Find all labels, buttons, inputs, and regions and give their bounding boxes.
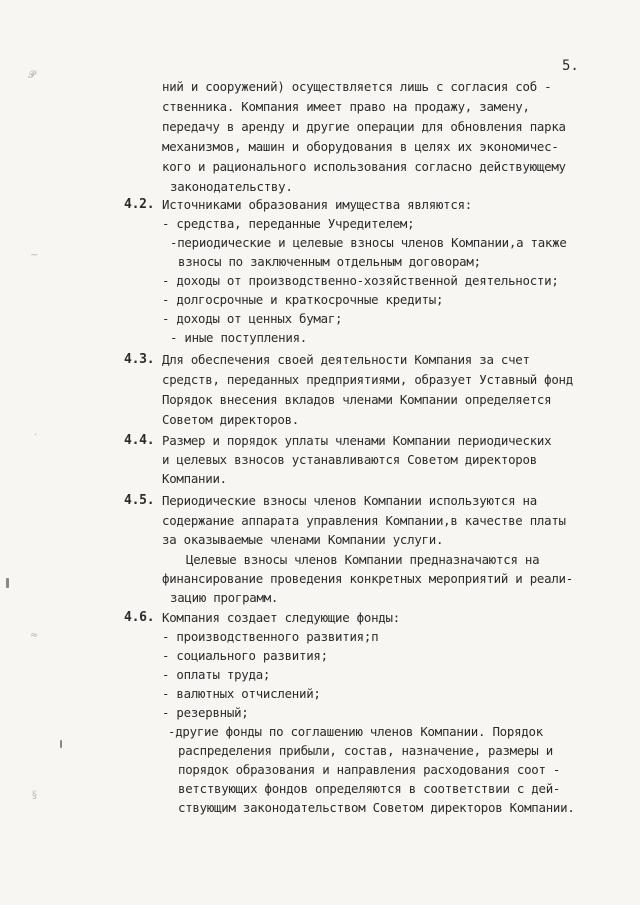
margin-mark: ·: [34, 430, 38, 441]
text-line: финансирование проведения конкретных мероприятий и реали-: [162, 571, 573, 586]
section-number: 4.5.: [124, 493, 155, 508]
text-line: -другие фонды по соглашению членов Компании. Порядок: [168, 724, 543, 739]
text-line: кого и рационального использования согласно действующему: [162, 159, 566, 174]
text-line: -периодические и целевые взносы членов Компании,а также: [170, 235, 567, 250]
text-line: механизмов, машин и оборудования в целях их экономичес-: [162, 139, 559, 154]
text-line: - доходы от производственно-хозяйственной деятельности;: [162, 273, 559, 288]
text-line: - социального развития;: [162, 648, 328, 663]
text-line: ний и сооружений) осуществляется лишь с согласия соб -: [162, 79, 552, 94]
text-line: Советом директоров.: [162, 412, 299, 427]
text-line: законодательству.: [170, 179, 293, 194]
text-line: Для обеспечения своей деятельности Компания за счет: [162, 352, 530, 367]
page-number: 5.: [562, 58, 579, 74]
text-line: Периодические взносы членов Компании используются на: [162, 493, 537, 508]
margin-mark: ≈: [30, 630, 39, 641]
margin-mark: 𝓟: [28, 70, 36, 81]
text-line: Целевые взносы членов Компании предназначаются на: [186, 552, 540, 567]
text-line: Компания создает следующие фонды:: [162, 610, 400, 625]
text-line: - валютных отчислений;: [162, 686, 321, 701]
text-line: Компании.: [162, 471, 227, 486]
text-line: за оказываемые членами Компании услуги.: [162, 532, 444, 547]
text-line: - долгосрочные и краткосрочные кредиты;: [162, 292, 444, 307]
section-number: 4.4.: [124, 433, 155, 448]
text-line: средств, переданных предприятиями, образует Уставный фонд: [162, 372, 573, 387]
text-line: распределения прибыли, состав, назначение, размеры и: [178, 743, 553, 758]
text-line: Источниками образования имущества являются:: [162, 197, 473, 212]
margin-mark: §: [32, 790, 37, 801]
text-line: зацию программ.: [170, 590, 279, 605]
text-line: порядок образования и направления расходования соот -: [178, 762, 561, 777]
margin-mark: ~: [30, 250, 39, 261]
text-line: содержание аппарата управления Компании,в качестве платы: [162, 513, 566, 528]
text-line: передачу в аренду и другие операции для обновления парка: [162, 119, 566, 134]
text-line: - производственного развития;п: [162, 629, 379, 644]
text-line: ствующим законодательством Советом директоров Компании.: [178, 800, 575, 815]
text-line: взносы по заключенным отдельным договорам;: [178, 254, 481, 269]
margin-tick: [6, 578, 9, 588]
margin-tick: [60, 740, 62, 748]
text-line: ветствующих фондов определяются в соответствии с дей-: [178, 781, 561, 796]
text-line: Размер и порядок уплаты членами Компании периодических: [162, 433, 552, 448]
text-line: - средства, переданные Учредителем;: [162, 216, 415, 231]
text-line: - резервный;: [162, 705, 249, 720]
text-line: - оплаты труда;: [162, 667, 271, 682]
section-number: 4.6.: [124, 610, 155, 625]
text-line: - иные поступления.: [170, 330, 307, 345]
section-number: 4.3.: [124, 352, 155, 367]
text-line: Порядок внесения вкладов членами Компании определяется: [162, 392, 552, 407]
text-line: и целевых взносов устанавливаются Советом директоров: [162, 452, 537, 467]
text-line: ственника. Компания имеет право на продажу, замену,: [162, 99, 530, 114]
section-number: 4.2.: [124, 197, 155, 212]
text-line: - доходы от ценных бумаг;: [162, 311, 343, 326]
